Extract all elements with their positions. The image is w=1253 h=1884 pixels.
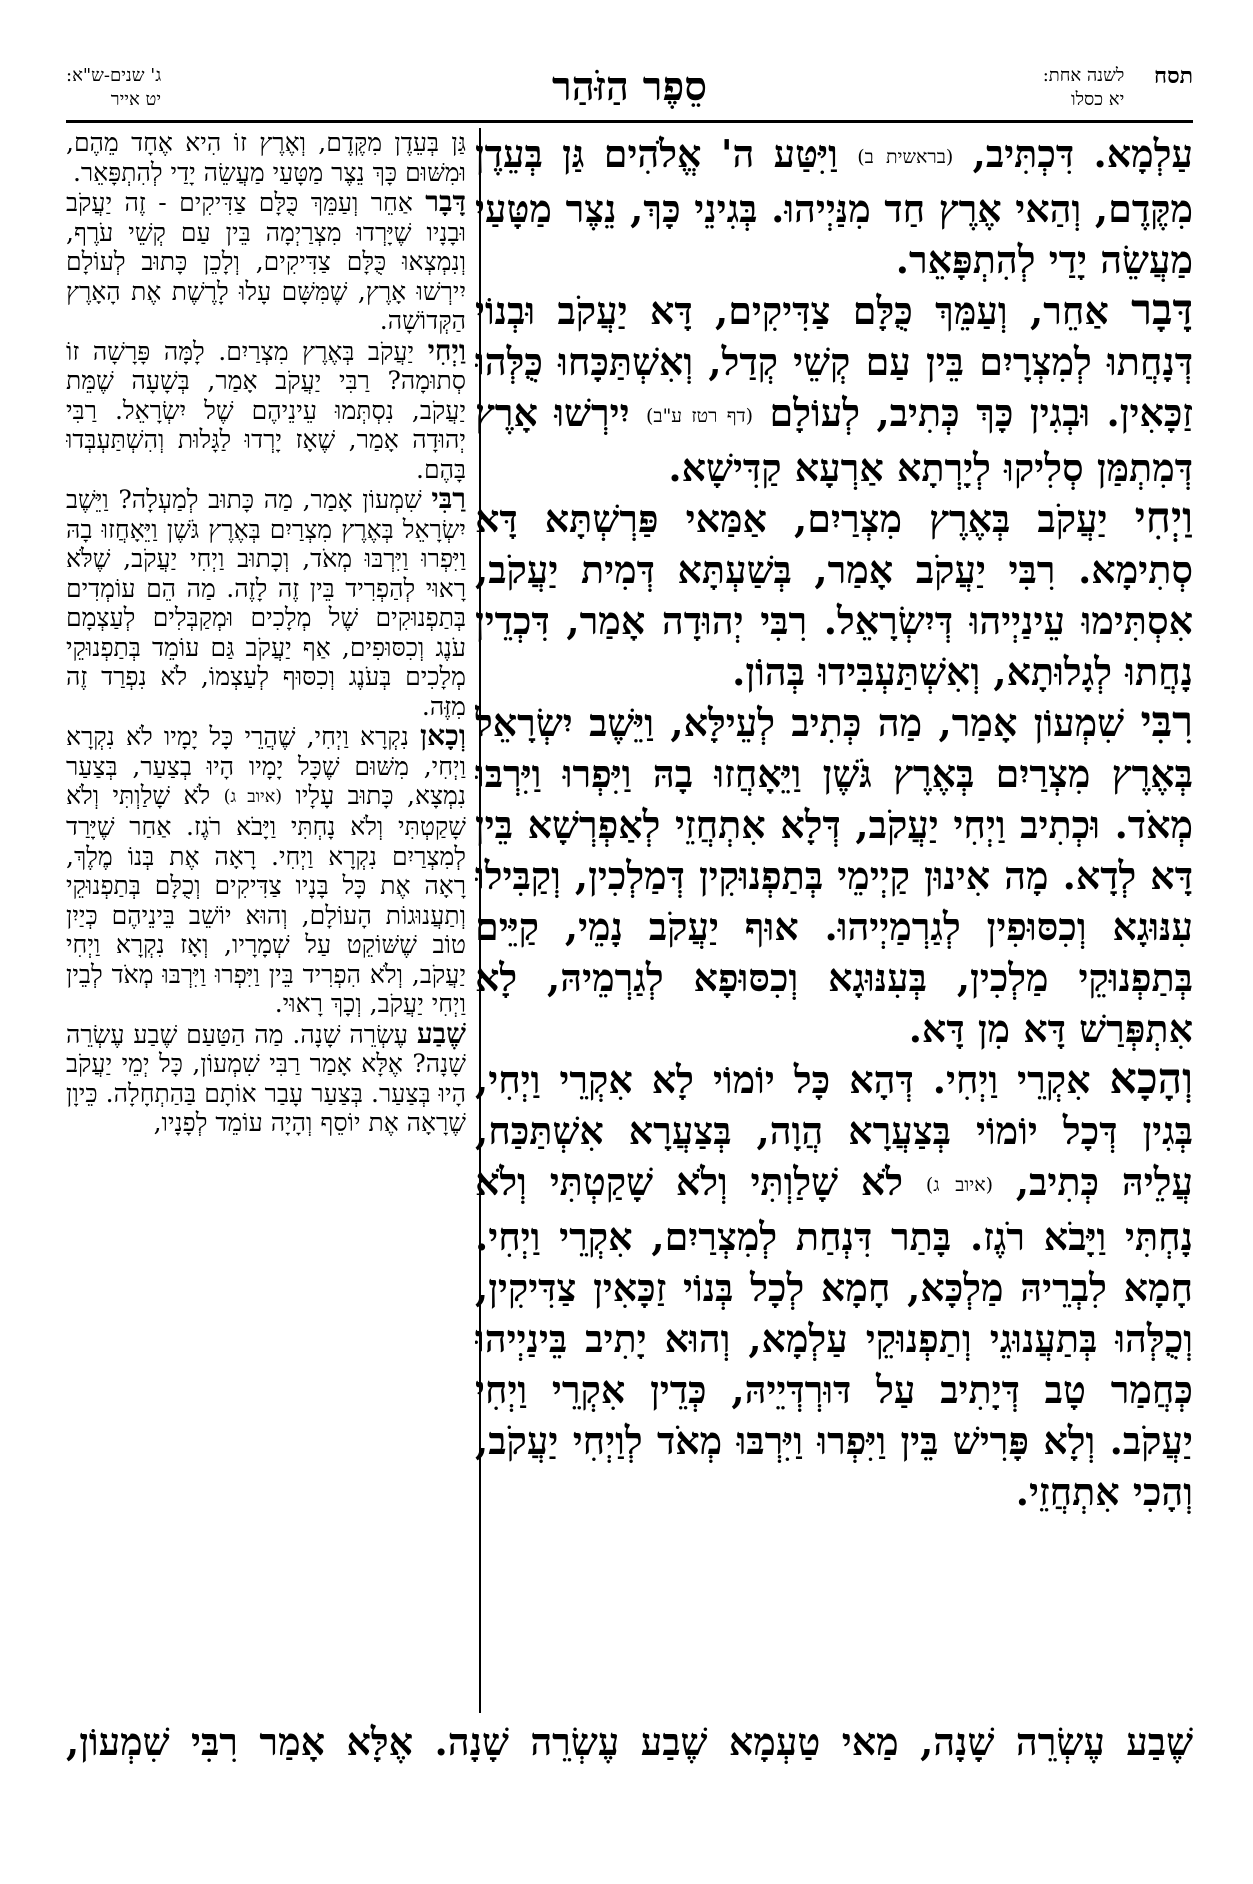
main-p1-rest: וַיִּטַּע ה' אֱלֹהִים גַּן בְּעֵדֶן מִקֶּדֶם, וְהַאי אֶרֶץ חַד מִנַּיְיהוּ. בְּגִינֵי כָּךְ, נֵצֶר מַטָּעַי מַעֲשֵׂה יָדַי לְהִתְפָּאֵר. [475, 131, 1193, 282]
side-paragraph-2 [66, 187, 466, 336]
main-aramaic-column [475, 128, 1193, 1713]
side-p6-text: עֶשְׂרֵה שָׁנָה. מַה הַטַּעַם שֶׁבַע עֶשְׂרֵה שָׁנָה? אֶלָּא אָמַר רַבִּי שִׁמְעוֹן, כָּל יְמֵי יַעֲקֹב הָיוּ בְּצַעַר. בְּצַעַר עָבַר אוֹתָם בַּהַתְחָלָה. כֵּיוָן שֶׁרָאָה אֶת יוֹסֵף וְהָיָה עוֹמֵד לְפָנָיו, [66, 1019, 466, 1138]
schedule-one-year-label: לשנה אחת: [1042, 65, 1125, 86]
side-p1-text: גַּן בְּעֵדֶן מִקֶּדֶם, וְאֶרֶץ זוֹ הִיא אֶחָד מֵהֶם, וּמִשּׁוּם כָּךְ נֵצֶר מַטָּעַי מַעֲשֵׂה יָדַי לְהִתְפָּאֵר. [66, 128, 466, 187]
main-p3-lead-word: וַיְחִי [1134, 493, 1193, 543]
schedule-three-years-date: יט אייר [110, 89, 162, 110]
side-p5-lead-word: וְכָאן [420, 719, 466, 752]
side-p4-lead-word: רַבִּי [431, 482, 466, 515]
main-paragraph-4 [475, 697, 1193, 1054]
book-title: סֵפֶר הַזֹּהַר [552, 63, 707, 110]
side-paragraph-5 [66, 721, 466, 1019]
header-rule [66, 120, 1193, 123]
side-p3-text: יַעֲקֹב בְּאֶרֶץ מִצְרַיִם. לָמָּה פָּרָשָׁה זוֹ סְתוּמָה? רַבִּי יַעֲקֹב אָמַר, בְּשָׁעָה שֶׁמֵּת יַעֲקֹב, נִסְתְּמוּ עֵינֵיהֶם שֶׁל יִשְׂרָאֵל. רַבִּי יְהוּדָה אָמַר, שֶׁאָז יָרְדוּ לַגָּלוּת וְהִשְׁתַּעְבְּדוּ בָּהֶם. [66, 336, 466, 484]
side-paragraph-3 [66, 333, 466, 485]
main-p2-text: אַחֵר, וְעַמֵּךְ כֻּלָּם צַדִּיקִים, דָּא יַעֲקֹב וּבְנוֹי דְּנָחֲתוּ לְמִצְרָיִם בֵּין עַם קְשֵׁי קְדַל, וְאִשְׁתַּכָּחוּ כֻּלְּהוּ זַכָּאִין. וּבְגִין כָּךְ כְּתִיב, לְעוֹלָם [475, 288, 1193, 435]
schedule-three-years-label: ג' שנים-ש"א: [66, 65, 162, 86]
side-paragraph-4 [66, 484, 466, 721]
side-p4-text: שִׁמְעוֹן אָמַר, מַה כָּתוּב לְמַעְלָה? וַיֵּשֶׁב יִשְׂרָאֵל בְּאֶרֶץ מִצְרַיִם בְּאֶרֶץ גֹּשֶׁן וַיֵּאָחֲזוּ בָהּ וַיִּפְרוּ וַיִּרְבּוּ מְאֹד, וְכָתוּב וַיְחִי יַעֲקֹב, שֶׁלֹּא רָאוּי לְהַפְרִיד בֵּין זֶה לָזֶה. מַה הֵם עוֹמְדִים בְּתַפְנוּקִים שֶׁל מְלָכִים וּמְקַבְּלִים לְעַצְמָם עֹנֶג וְכִסּוּפִים, אַף יַעֲקֹב גַּם עוֹמֵד בְּתַפְנוּקֵי מְלָכִים בְּעֹנֶג וְכִסּוּף לְעַצְמוֹ, לֹא נִפְרַד זֶה מִזֶּה. [66, 485, 466, 721]
main-p1-text: עַלְמָא. דִּכְתִּיב, [972, 131, 1193, 176]
side-p5-text: נִקְרָא וַיְחִי, שֶׁהֲרֵי כָּל יָמָיו לֹא נִקְרָא וַיְחִי, מִשּׁוּם שֶׁכָּל יָמָיו הָיוּ בְצַעַר, בְּצַעַר נִמְצָא, כָּתוּב עָלָיו [66, 722, 466, 810]
side-paragraph-1 [66, 128, 466, 187]
side-p3-lead-word: וַיְחִי [427, 333, 466, 367]
page-number: תסח [1154, 63, 1193, 89]
main-paragraph-2 [475, 285, 1193, 493]
main-paragraph-1 [475, 128, 1193, 285]
main-paragraph-5 [475, 1054, 1193, 1517]
main-p2-reference: (דף רטז ע"ב) [646, 405, 754, 427]
main-p2-rest: יִירְשׁוּ אָרֶץ דְּמִתְמַּן סְלִיקוּ לְיָרְתָא אַרְעָא קַדִּישָׁא. [475, 390, 1193, 490]
column-divider [479, 128, 481, 1713]
main-p4-lead-word: רִבִּי [1140, 697, 1193, 747]
side-p2-lead-word: דָּבָר [425, 185, 466, 218]
side-p6-lead-word: שֶׁבַע [416, 1016, 466, 1050]
side-p5-rest: לֹא שָׁלַוְתִּי וְלֹא שָׁקַטְתִּי וְלֹא נָחְתִּי וַיָּבֹא רֹגֶז. אַחַר שֶׁיָּרַד לְמִצְרַיִם נִקְרָא וַיְחִי. רָאָה אֶת בְּנוֹ מֶלֶךְ, רָאָה אֶת כָּל בָּנָיו צַדִּיקִים וְכֻלָּם בְּתַפְנוּקֵי וְתַעֲנוּגוֹת הָעוֹלָם, וְהוּא יוֹשֵׁב בֵּינֵיהֶם כְּיַיִן טוֹב שֶׁשּׁוֹקֵט עַל שְׁמָרָיו, וְאָז נִקְרָא וַיְחִי יַעֲקֹב, וְלֹא הִפְרִיד בֵּין וַיִּפְרוּ וַיִּרְבּוּ מְאֹד לְבֵין וַיְחִי יַעֲקֹב, וְכָךְ רָאוּי. [66, 781, 466, 1019]
main-p1-reference: (בראשית ב) [857, 146, 954, 168]
main-p5-rest: לֹא שָׁלַוְתִּי וְלֹא שָׁקַטְתִּי וְלֹא נָחְתִּי וַיָּבֹא רֹגֶז. בָּתַר דִּנְחַת לְמִצְרַיִם, אִקְרֵי וַיְחִי. חָמָא לִבְרֵיהּ מַלְכָּא, חָמָא לְכָל בְּנוֹי זַכָּאִין צַדִּיקִין, וְכֻלְּהוּ בְּתַעֲנוּגֵי וְתַפְנוּקֵי עַלְמָא, וְהוּא יָתִיב בֵּינַיְיהוּ כְּחֲמַר טָב דְּיָתִיב עַל דּוּרְדְּיֵיהּ, כְּדֵין אִקְרֵי וַיְחִי יַעֲקֹב. וְלָא פָּרִישׁ בֵּין וַיִּפְרוּ וַיִּרְבּוּ מְאֹד לְוַיְחִי יַעֲקֹב, וְהָכִי אִתְחֲזֵי. [475, 1159, 1193, 1514]
study-schedule-three-years [66, 64, 161, 112]
side-p2-text: אַחֵר וְעַמֵּךְ כֻּלָּם צַדִּיקִים - זֶה יַעֲקֹב וּבָנָיו שֶׁיָּרְדוּ מִצְרַיְמָה בֵּין עַם קְשֵׁי עֹרֶף, וְנִמְצְאוּ כֻּלָּם צַדִּיקִים, וְלָכֵן כָּתוּב לְעוֹלָם יִירְשׁוּ אָרֶץ, שֶׁמִּשָּׁם עָלוּ לָרֶשֶׁת אֶת הָאָרֶץ הַקְּדוֹשָׁה. [66, 188, 466, 335]
hebrew-translation-column [66, 128, 466, 1703]
main-p4-text: שִׁמְעוֹן אָמַר, מַה כְּתִיב לְעֵילָּא, וַיֵּשֶׁב יִשְׂרָאֵל בְּאֶרֶץ מִצְרַיִם בְּאֶרֶץ גֹּשֶׁן וַיֵּאָחֲזוּ בָהּ וַיִּפְרוּ וַיִּרְבּוּ מְאֹד. וּכְתִיב וַיְחִי יַעֲקֹב, דְּלָא אִתְחֲזֵי לְאַפְרְשָׁא בֵּין דָּא לְדָא. מָה אִינוּן קַיְימֵי בְּתַפְנוּקִין דְּמַלְכִין, וְקַבִּילוּ עִנּוּגָא וְכִסּוּפִין לְגַרְמַיְיהוּ. אוּף יַעֲקֹב נָמֵי, קַיֵּים בְּתַפְנוּקֵי מַלְכִין, בְּעִנּוּגָא וְכִסּוּפָא לְגַרְמֵיהּ, לָא אִתְפְּרַשׁ דָּא מִן דָּא. [475, 700, 1193, 1051]
main-p5-lead-word: וְהָכָא [1109, 1054, 1193, 1104]
schedule-one-year-date: יא כסלו [1071, 89, 1125, 110]
main-paragraph-3 [475, 493, 1193, 697]
main-p2-lead-word: דָּבָר [1131, 285, 1193, 335]
main-p3-text: יַעֲקֹב בְּאֶרֶץ מִצְרַיִם, אַמַּאי פַּרְשְׁתָּא דָּא סְתִימָא. רִבִּי יַעֲקֹב אָמַר, בְּשַׁעְתָּא דְּמִית יַעֲקֹב, אִסְתִּימוּ עֵינַיְיהוּ דְּיִשְׂרָאֵל. רִבִּי יְהוּדָה אָמַר, דִּכְדֵין נָחֲתוּ לְגָלוּתָא, וְאִשְׁתַּעְבִּידוּ בְּהוֹן. [475, 496, 1193, 694]
main-p5-reference: (איוב ג) [925, 1174, 994, 1196]
page-header [66, 60, 1193, 120]
bottom-full-width-line: שֶׁבַע עֶשְׂרֵה שָׁנָה, מַאי טַעְמָא שֶׁבַע עֶשְׂרֵה שָׁנָה. אֶלָּא אָמַר רִבִּי שִׁמְעוֹן, [66, 1719, 1193, 1764]
side-p5-reference: (איוב ג) [223, 786, 283, 807]
main-p5-text: אִקְרֵי וַיְחִי. דְּהָא כָּל יוֹמוֹי לָא אִקְרֵי וַיְחִי, בְּגִין דְּכָל יוֹמוֹי בְּצַעֲרָא הֲוָה, בְּצַעֲרָא אִשְׁתַּכַּח, עֲלֵיהּ כְּתִיב, [475, 1057, 1193, 1204]
side-paragraph-6 [66, 1016, 466, 1138]
